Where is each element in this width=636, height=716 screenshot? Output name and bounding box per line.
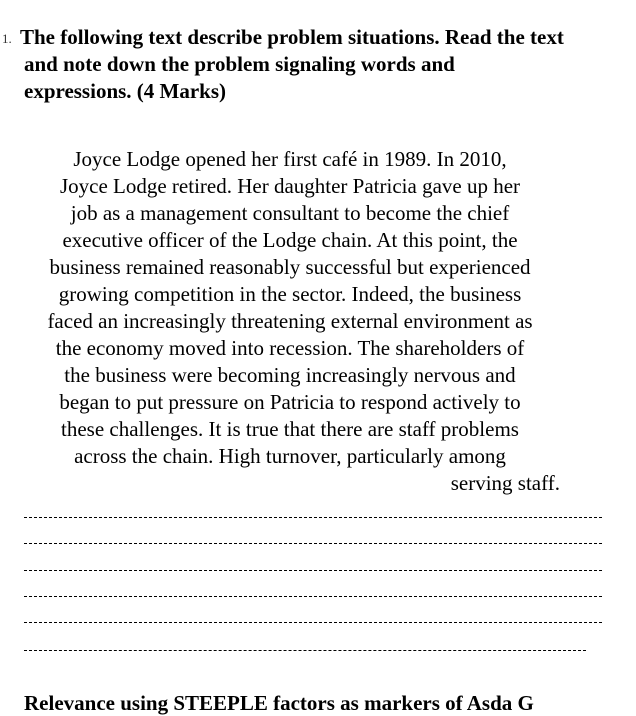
question-text-line-2: and note down the problem signaling words and: [24, 52, 455, 76]
next-question-cut: Relevance using STEEPLE factors as markers of Asda G: [24, 691, 534, 715]
question-text-line-3: expressions. (4 Marks): [24, 79, 227, 103]
answer-line[interactable]: [24, 517, 602, 518]
passage-line: job as a management consultant to become the chief: [70, 201, 510, 225]
answer-line[interactable]: [24, 543, 602, 544]
passage-line: faced an increasingly threatening external environment as: [47, 309, 533, 333]
passage-line: across the chain. High turnover, particularly among: [74, 444, 506, 468]
answer-line[interactable]: [24, 570, 602, 571]
passage-line: serving staff.: [450, 471, 560, 495]
answer-line[interactable]: [24, 622, 602, 623]
passage-line: Joyce Lodge opened her first café in 1989. In 2010,: [73, 147, 507, 171]
answer-line[interactable]: [24, 650, 586, 651]
passage-line: these challenges. It is true that there are staff problems: [61, 417, 519, 441]
passage-line: began to put pressure on Patricia to respond actively to: [59, 390, 521, 414]
passage-line: business remained reasonably successful but experienced: [49, 255, 531, 279]
passage-line: growing competition in the sector. Indeed, the business: [58, 282, 522, 306]
question-text-line-1: The following text describe problem situations. Read the text: [20, 25, 564, 49]
answer-line[interactable]: [24, 596, 602, 597]
question-number: 1.: [2, 31, 12, 46]
passage-line: the business were becoming increasingly nervous and: [64, 363, 516, 387]
passage-line: the economy moved into recession. The shareholders of: [55, 336, 525, 360]
passage-line: executive officer of the Lodge chain. At this point, the: [62, 228, 518, 252]
passage-line: Joyce Lodge retired. Her daughter Patricia gave up her: [59, 174, 521, 198]
